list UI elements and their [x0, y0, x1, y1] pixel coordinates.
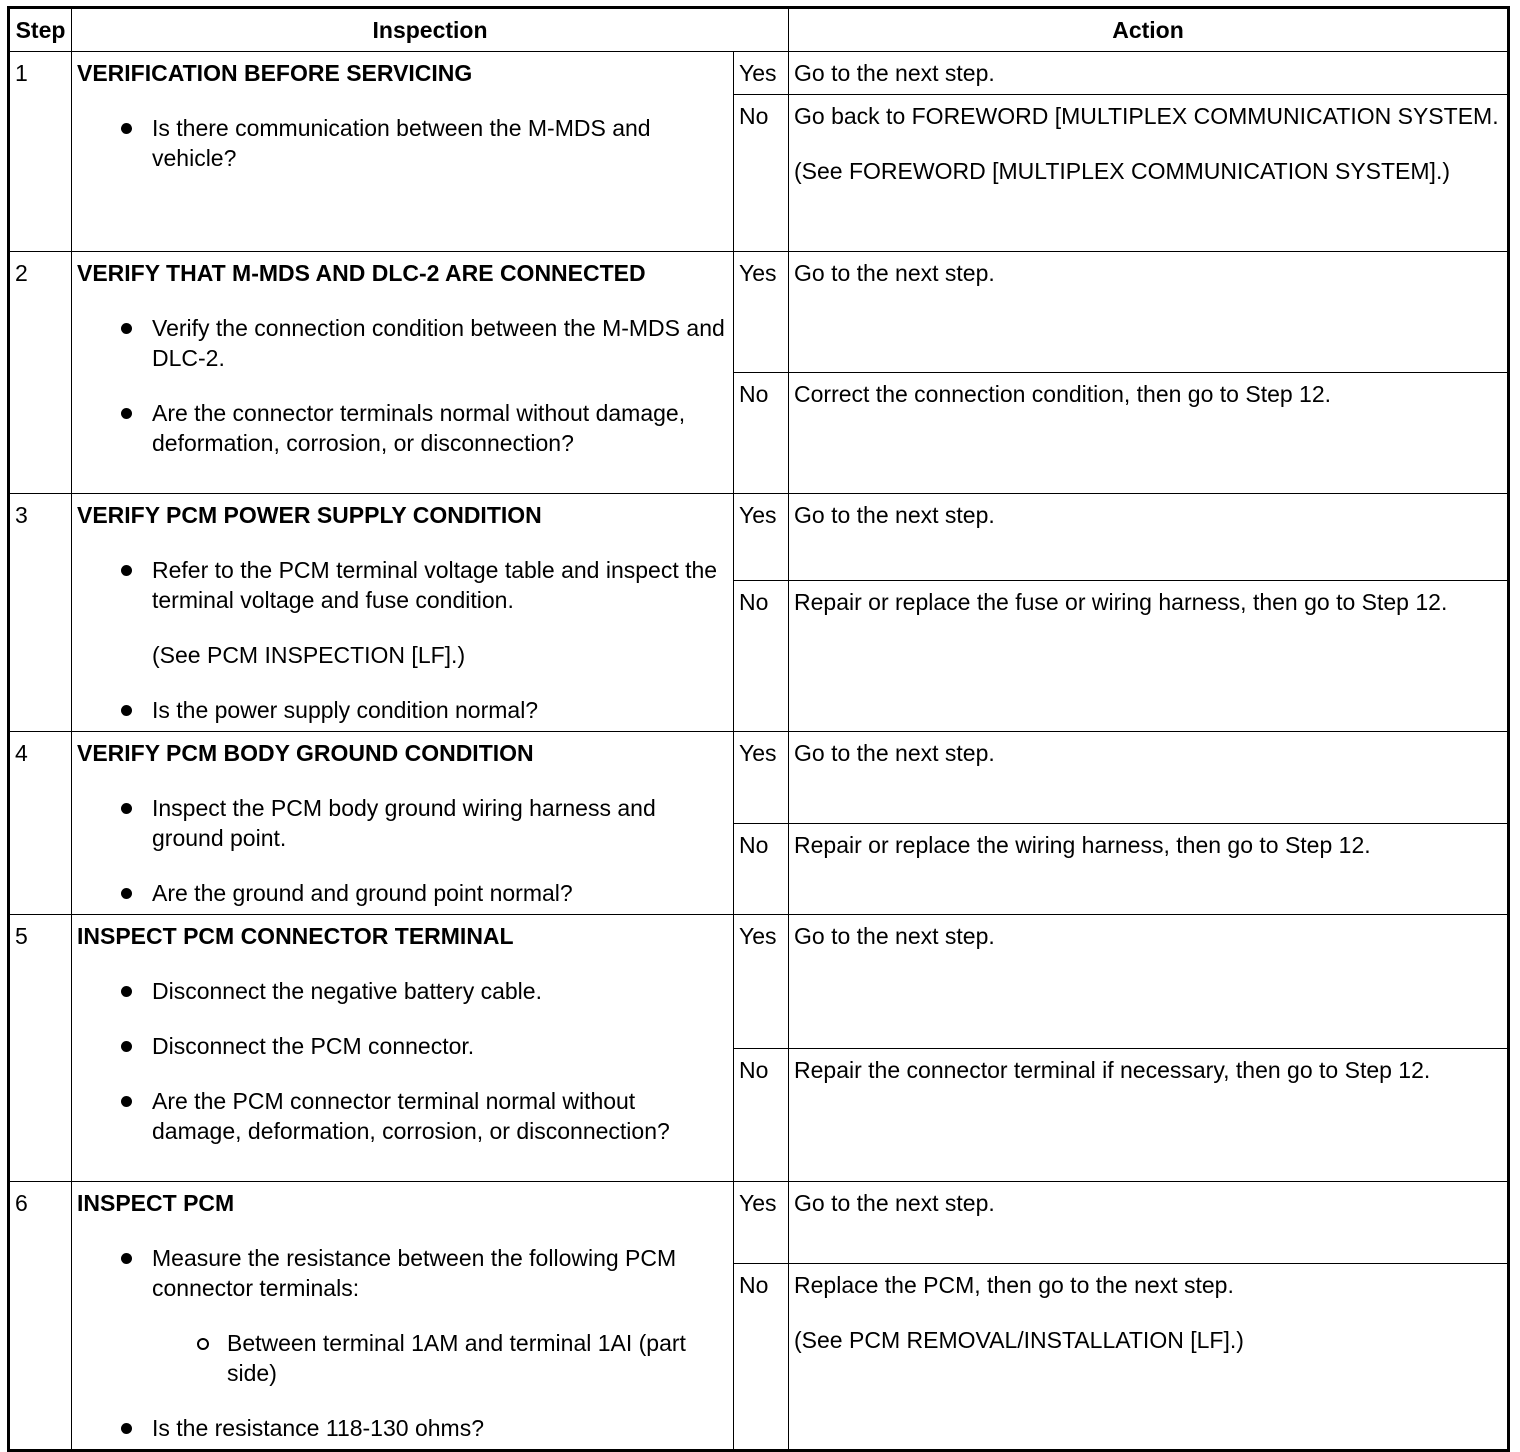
step-2-yes-row: [9, 252, 1509, 373]
inspection-cell: [72, 732, 734, 915]
no-label: No: [734, 1263, 789, 1450]
no-action-cell: [789, 1263, 1509, 1450]
yes-label: Yes: [734, 915, 789, 1049]
header-row: [9, 8, 1509, 52]
bullet-note: (See PCM INSPECTION [LF].): [152, 642, 466, 668]
inspection-cell: [72, 252, 734, 494]
yes-action: Go to the next step.: [789, 252, 1509, 373]
bullet-item: Is the power supply condition normal?: [77, 695, 728, 725]
no-note: (See FOREWORD [MULTIPLEX COMMUNICATION SYSTEM].): [794, 158, 1450, 184]
step-number: 2: [9, 252, 72, 494]
bullet-item: Is there communication between the M-MDS and vehicle?: [77, 113, 728, 173]
inspection-cell: [72, 494, 734, 732]
yes-label: Yes: [734, 494, 789, 581]
step-title: VERIFY PCM POWER SUPPLY CONDITION: [77, 502, 542, 528]
no-action: Go back to FOREWORD [MULTIPLEX COMMUNICATION SYSTEM.: [794, 103, 1499, 129]
yes-label: Yes: [734, 1182, 789, 1264]
step-title: VERIFY PCM BODY GROUND CONDITION: [77, 740, 534, 766]
yes-label: Yes: [734, 252, 789, 373]
bullet-item: Are the connector terminals normal without damage, deformation, corrosion, or disconnection?: [77, 398, 728, 458]
header-step: Step: [9, 8, 72, 52]
yes-action: Go to the next step.: [789, 1182, 1509, 1264]
no-label: No: [734, 95, 789, 252]
no-label: No: [734, 581, 789, 732]
step-number: 5: [9, 915, 72, 1182]
bullet-item: Are the PCM connector terminal normal without damage, deformation, corrosion, or disconnection?: [77, 1086, 728, 1146]
step-6-yes-row: [9, 1182, 1509, 1264]
no-action: Repair the connector terminal if necessary, then go to Step 12.: [789, 1049, 1509, 1182]
yes-label: Yes: [734, 52, 789, 95]
bullet-item: Is the resistance 118-130 ohms?: [77, 1413, 728, 1443]
step-number: 6: [9, 1182, 72, 1451]
yes-label: Yes: [734, 732, 789, 824]
bullet-text: Refer to the PCM terminal voltage table and inspect the terminal voltage and fuse condition.: [152, 557, 718, 613]
no-action: Replace the PCM, then go to the next step.: [794, 1271, 1234, 1298]
sub-bullet-item: Between terminal 1AM and terminal 1AI (part side): [152, 1328, 728, 1388]
step-number: 3: [9, 494, 72, 732]
step-1-yes-row: [9, 52, 1509, 95]
bullet-item: Disconnect the negative battery cable.: [77, 976, 728, 1006]
no-action: Repair or replace the fuse or wiring harness, then go to Step 12.: [789, 581, 1509, 732]
no-action-cell: [789, 95, 1509, 252]
yes-action: Go to the next step.: [789, 494, 1509, 581]
no-label: No: [734, 373, 789, 494]
inspection-cell: [72, 1182, 734, 1451]
step-3-yes-row: [9, 494, 1509, 581]
step-number: 4: [9, 732, 72, 915]
bullet-item: Disconnect the PCM connector.: [77, 1031, 728, 1061]
step-title: INSPECT PCM CONNECTOR TERMINAL: [77, 923, 514, 949]
inspection-cell: [72, 52, 734, 252]
step-number: 1: [9, 52, 72, 252]
bullet-text: Measure the resistance between the following PCM connector terminals:: [152, 1245, 677, 1301]
step-title: VERIFICATION BEFORE SERVICING: [77, 60, 473, 86]
header-action: Action: [789, 8, 1509, 52]
no-action: Repair or replace the wiring harness, then go to Step 12.: [789, 823, 1509, 915]
inspection-cell: [72, 915, 734, 1182]
step-5-yes-row: [9, 915, 1509, 1049]
no-label: No: [734, 1049, 789, 1182]
no-note: (See PCM REMOVAL/INSTALLATION [LF].): [794, 1326, 1244, 1353]
yes-action: Go to the next step.: [789, 52, 1509, 95]
no-action: Correct the connection condition, then go to Step 12.: [789, 373, 1509, 494]
step-title: VERIFY THAT M-MDS AND DLC-2 ARE CONNECTED: [77, 260, 646, 286]
bullet-item: Verify the connection condition between the M-MDS and DLC-2.: [77, 313, 728, 373]
diagnostic-table: [7, 6, 1510, 1452]
header-inspection: Inspection: [72, 8, 789, 52]
bullet-item: [77, 1243, 728, 1388]
bullet-item: [77, 555, 728, 670]
bullet-item: Inspect the PCM body ground wiring harness and ground point.: [77, 793, 728, 853]
yes-action: Go to the next step.: [789, 915, 1509, 1049]
bullet-item: Are the ground and ground point normal?: [77, 878, 728, 908]
yes-action: Go to the next step.: [789, 732, 1509, 824]
no-label: No: [734, 823, 789, 915]
step-4-yes-row: [9, 732, 1509, 824]
step-title: INSPECT PCM: [77, 1190, 235, 1216]
